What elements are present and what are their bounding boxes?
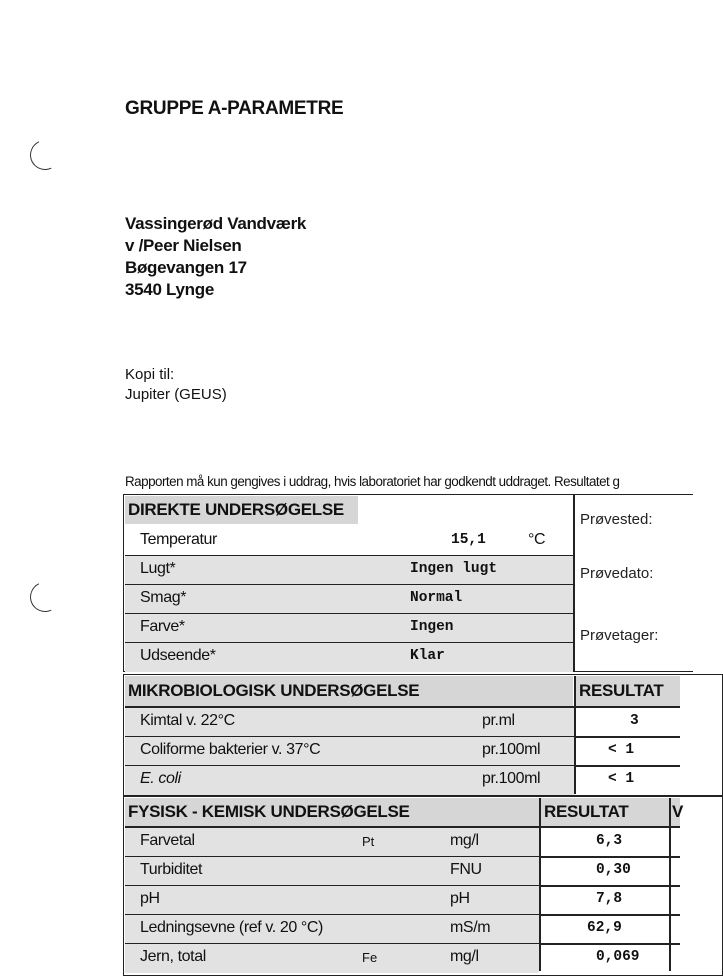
row-symbol: Fe xyxy=(362,950,378,965)
copy-label: Kopi til: xyxy=(125,366,175,383)
table-row xyxy=(125,527,573,556)
table-row xyxy=(125,828,539,857)
row-label: Smag* xyxy=(140,589,187,606)
physchem-result-value: 7,8 xyxy=(596,891,623,907)
address-line-1: Vassingerød Vandværk xyxy=(125,214,307,233)
table-row xyxy=(125,857,539,886)
sample-taker-label: Prøvetager: xyxy=(580,627,659,644)
row-unit: pr.100ml xyxy=(482,770,541,787)
row-label: Udseende* xyxy=(140,647,216,664)
micro-result-value: < 1 xyxy=(608,742,635,758)
row-divider xyxy=(574,736,680,738)
table-row xyxy=(125,915,539,944)
row-label: Farvetal xyxy=(140,832,195,849)
punch-hole-mark xyxy=(26,578,64,616)
row-unit: pr.100ml xyxy=(482,741,541,758)
micro-result-value: < 1 xyxy=(608,771,635,787)
row-unit: °C xyxy=(528,531,546,548)
row-divider xyxy=(539,885,680,887)
page-title: GRUPPE A-PARAMETRE xyxy=(125,98,344,119)
row-divider xyxy=(539,856,680,858)
address-line-2: v /Peer Nielsen xyxy=(125,236,242,255)
row-symbol: Pt xyxy=(362,834,375,849)
row-value: 15,1 xyxy=(451,532,486,548)
copy-to-block xyxy=(125,365,227,405)
table-row xyxy=(125,708,574,737)
table-row xyxy=(125,766,574,795)
physchem-result-value: 62,9 xyxy=(587,920,622,936)
row-label: Ledningsevne (ref v. 20 °C) xyxy=(140,919,323,936)
table-row xyxy=(125,585,573,614)
row-label: Temperatur xyxy=(140,531,217,548)
micro-header: MIKROBIOLOGISK UNDERSØGELSE xyxy=(125,676,573,706)
row-label: Jern, total xyxy=(140,948,206,965)
table-row xyxy=(125,944,539,973)
address-line-4: 3540 Lynge xyxy=(125,280,214,299)
punch-hole-mark xyxy=(26,136,64,174)
sample-date-label: Prøvedato: xyxy=(580,565,654,582)
row-unit: FNU xyxy=(450,861,482,878)
row-unit: mg/l xyxy=(450,948,479,965)
physchem-result-value: 0,30 xyxy=(596,862,631,878)
row-label: pH xyxy=(140,890,160,907)
table-row xyxy=(125,886,539,915)
physchem-next-header: V xyxy=(671,798,680,826)
physchem-result-value: 0,069 xyxy=(596,949,640,965)
row-value: Ingen lugt xyxy=(410,561,498,577)
row-label: Kimtal v. 22°C xyxy=(140,712,235,729)
row-divider xyxy=(539,914,680,916)
row-value: Ingen xyxy=(410,619,454,635)
row-value: Klar xyxy=(410,648,445,664)
sample-site-label: Prøvested: xyxy=(580,511,653,528)
address-line-3: Bøgevangen 17 xyxy=(125,258,247,277)
micro-result-header: RESULTAT xyxy=(576,676,680,706)
row-unit: pr.ml xyxy=(482,712,515,729)
row-label: Farve* xyxy=(140,618,185,635)
row-divider xyxy=(574,765,680,767)
physchem-result-header: RESULTAT xyxy=(541,798,669,826)
row-unit: mS/m xyxy=(450,919,491,936)
row-label: E. coli xyxy=(140,770,181,787)
report-notice: Rapporten må kun gengives i uddrag, hvis laboratoriet har godkendt uddraget. Resultatet g xyxy=(125,474,620,489)
row-unit: mg/l xyxy=(450,832,479,849)
recipient-address xyxy=(125,213,306,301)
row-value: Normal xyxy=(410,590,463,606)
table-row xyxy=(125,556,573,585)
row-unit: pH xyxy=(450,890,470,907)
table-row xyxy=(125,614,573,643)
copy-recipient: Jupiter (GEUS) xyxy=(125,386,227,403)
row-divider xyxy=(539,943,680,945)
row-label: Coliforme bakterier v. 37°C xyxy=(140,741,321,758)
row-label: Turbiditet xyxy=(140,861,203,878)
table-row xyxy=(125,643,573,672)
table-row xyxy=(125,737,574,766)
physchem-header: FYSISK - KEMISK UNDERSØGELSE xyxy=(125,798,539,826)
micro-result-value: 3 xyxy=(630,713,639,729)
physchem-result-value: 6,3 xyxy=(596,833,623,849)
direct-exam-header: DIREKTE UNDERSØGELSE xyxy=(125,496,358,524)
row-label: Lugt* xyxy=(140,560,176,577)
